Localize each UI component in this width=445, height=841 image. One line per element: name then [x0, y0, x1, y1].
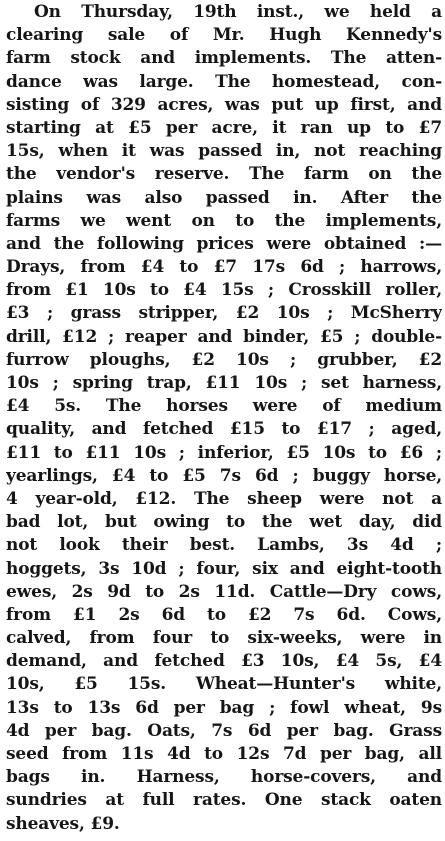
article-line: £3 ; grass stripper, £2 10s ; McSherry	[6, 303, 442, 324]
article-line: quality, and fetched £15 to £17 ; aged,	[6, 419, 442, 440]
article-line: drill, £12 ; reaper and binder, £5 ; double-	[6, 326, 442, 347]
article-line: seed from 11s 4d to 12s 7d per bag, all	[6, 744, 442, 764]
article-line: sheaves, £9.	[6, 813, 120, 834]
article-line: farms we went on to the implements,	[6, 210, 442, 231]
article-line: £11 to £11 10s ; inferior, £5 10s to £6 ;	[6, 442, 442, 463]
article-line: 4d per bag. Oats, 7s 6d per bag. Grass	[6, 720, 442, 741]
article-line: Drays, from £4 to £7 17s 6d ; harrows,	[6, 257, 442, 278]
article-column	[6, 1, 442, 836]
article-line: On Thursday, 19th inst., we held a	[34, 2, 442, 22]
article-line: bags in. Harness, horse-covers, and	[6, 767, 442, 788]
article-line: 10s, £5 15s. Wheat—Hunter's white,	[6, 674, 442, 695]
article-line: 10s ; spring trap, £11 10s ; set harness,	[6, 373, 442, 393]
article-line: hoggets, 3s 10d ; four, six and eight-tooth	[6, 558, 442, 579]
article-line: from £1 2s 6d to £2 7s 6d. Cows,	[6, 604, 442, 625]
article-line: yearlings, £4 to £5 7s 6d ; buggy horse,	[6, 465, 442, 486]
article-line: 15s, when it was passed in, not reaching	[6, 141, 442, 162]
article-line: plains was also passed in. After the	[6, 187, 442, 208]
article-line: ewes, 2s 9d to 2s 11d. Cattle—Dry cows,	[6, 581, 442, 602]
article-line: bad lot, but owing to the wet day, did	[6, 512, 442, 533]
article-line: dance was large. The homestead, con-	[6, 71, 442, 92]
article-line: and the following prices were obtained :—	[6, 233, 442, 254]
article-line: sundries at full rates. One stack oaten	[6, 790, 442, 811]
article-line: starting at £5 per acre, it ran up to £7	[6, 117, 442, 138]
article-line: £4 5s. The horses were of medium	[6, 396, 442, 417]
article-line: clearing sale of Mr. Hugh Kennedy's	[6, 25, 442, 46]
article-line: demand, and fetched £3 10s, £4 5s, £4	[6, 651, 442, 672]
article-line: farm stock and implements. The atten-	[6, 48, 442, 69]
article-line: from £1 10s to £4 15s ; Crosskill roller,	[6, 280, 442, 301]
article-line: furrow ploughs, £2 10s ; grubber, £2	[6, 349, 442, 370]
article-line: 13s to 13s 6d per bag ; fowl wheat, 9s	[6, 697, 442, 718]
article-line: calved, from four to six-weeks, were in	[6, 628, 442, 649]
article-line: 4 year-old, £12. The sheep were not a	[6, 488, 442, 509]
article-line: not look their best. Lambs, 3s 4d ;	[6, 535, 442, 556]
article-line: sisting of 329 acres, was put up first, and	[6, 94, 442, 115]
article-line: the vendor's reserve. The farm on the	[6, 164, 442, 185]
